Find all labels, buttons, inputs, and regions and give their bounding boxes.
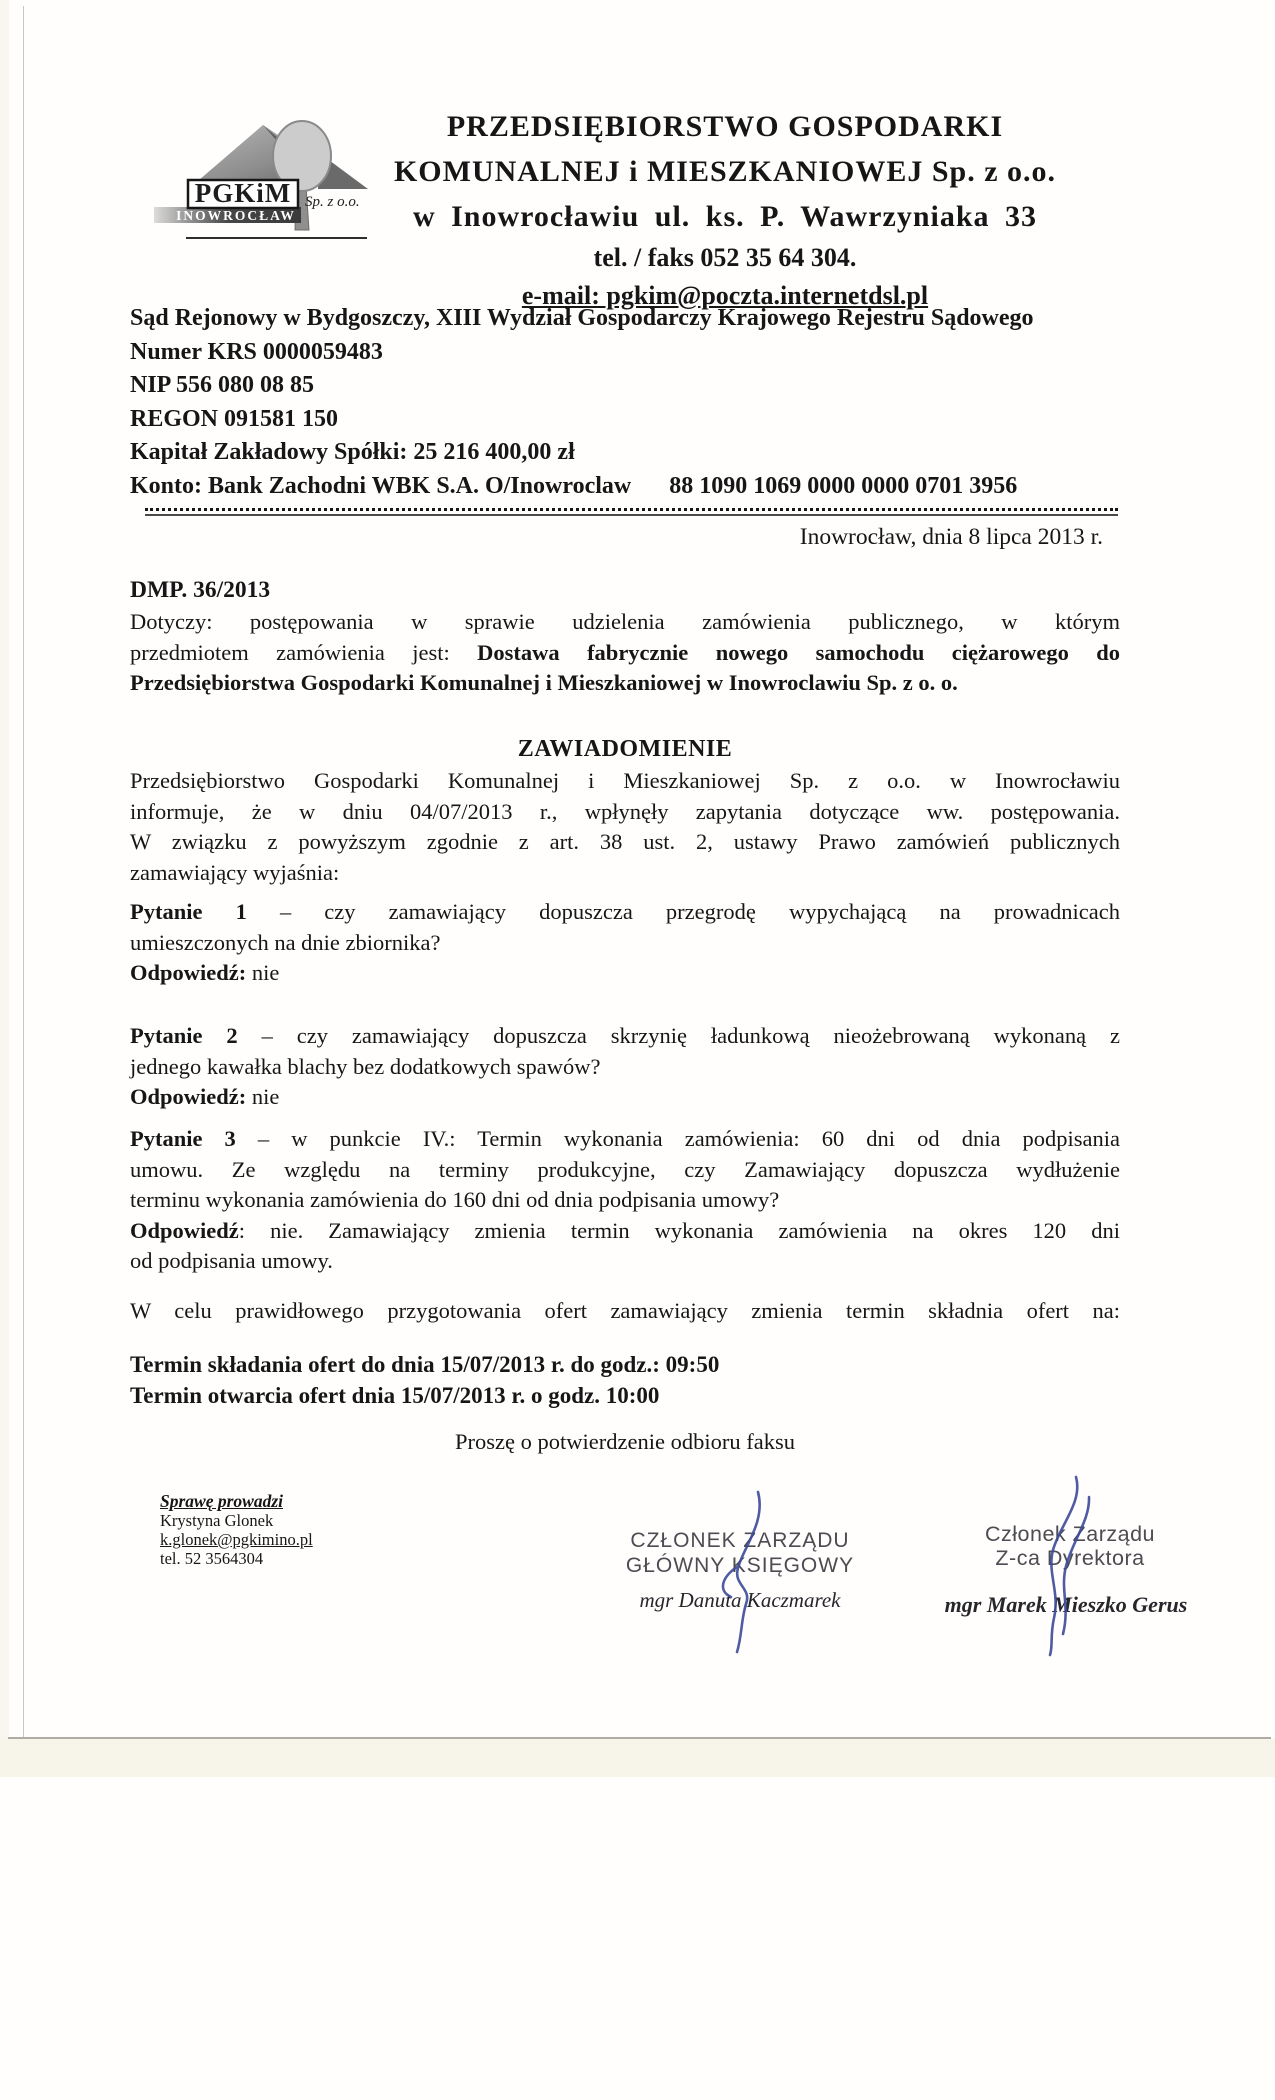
answer-3-label: Odpowiedź	[130, 1217, 239, 1243]
fax-confirmation-note: Proszę o potwierdzenie odbioru faksu	[455, 1429, 795, 1454]
bank-account-number: 88 1090 1069 0000 0000 0701 3956	[669, 472, 1018, 499]
notice-line2: informuje, że w dniu 04/07/2013 r., wpłynęły zapytania dotyczące ww. postępowania.	[130, 798, 1120, 824]
subject-paragraph	[130, 607, 1120, 699]
case-handler-name: Krystyna Glonek	[160, 1511, 274, 1530]
question-2-label: Pytanie 2	[130, 1023, 238, 1048]
company-phone: tel. / faks 052 35 64 304.	[593, 243, 857, 272]
scan-edge-line-vertical	[23, 6, 24, 1737]
notice-line4: zamawiający wyjaśnia:	[130, 859, 340, 885]
subject-line3-bold: Przedsiębiorstwa Gospodarki Komunalnej i Mieszkaniowej w Inowroclawiu Sp. z o. o.	[130, 670, 958, 695]
subject-line2-normal: przedmiotem zamówienia jest:	[130, 639, 478, 665]
letterhead	[310, 104, 1140, 315]
company-name-line2: KOMUNALNEJ i MIESZKANIOWEJ Sp. z o.o.	[393, 155, 1057, 188]
scan-bottom-band	[0, 1739, 1275, 1777]
capital-line: Kapitał Zakładowy Spółki: 25 216 400,00 zł	[130, 439, 575, 465]
notice-line1: Przedsiębiorstwo Gospodarki Komunalnej i Mieszkaniowej Sp. z o.o. w Inowrocławiu	[130, 768, 1120, 793]
question-3-text1: – w punkcie IV.: Termin wykonania zamówienia: 60 dni od dnia podpisania	[235, 1126, 1120, 1151]
question-3-line1	[130, 1124, 1120, 1155]
stamp-deputy-director-line1: Członek Zarządu	[984, 1522, 1156, 1546]
answer-1-text: nie	[246, 960, 280, 985]
bank-account-line	[130, 470, 1140, 504]
case-handler-block	[160, 1492, 313, 1568]
case-handler-email: k.glonek@pgkimino.pl	[160, 1530, 313, 1549]
logo-city-text: INOWROCŁAW	[176, 208, 296, 223]
question-2-line2: jednego kawałka blachy bez dodatkowych spawów?	[130, 1053, 601, 1079]
company-email: e-mail: pgkim@poczta.internetdsl.pl	[521, 281, 929, 310]
deadline-intro-block	[130, 1296, 1120, 1327]
question-1-line1	[130, 897, 1120, 928]
case-handler-phone: tel. 52 3564304	[160, 1549, 264, 1568]
bank-account-label: Konto: Bank Zachodni WBK S.A. O/Inowroclaw	[130, 472, 632, 499]
subject-line3	[130, 668, 1120, 699]
reference-number: DMP. 36/2013	[130, 577, 271, 603]
company-name-line1: PRZEDSIĘBIORSTWO GOSPODARKI	[446, 110, 1004, 143]
subject-line2-bold: Dostawa fabrycznie nowego samochodu ciężarowego do	[477, 639, 1121, 665]
question-1-label: Pytanie 1	[130, 899, 247, 924]
logo-acronym-text: PGKiM	[194, 178, 292, 208]
question-1-text: – czy zamawiający dopuszcza przegrodę wypychającą na prowadnicach	[246, 899, 1120, 924]
question-3-line2: umowu. Ze względu na terminy produkcyjne, czy Zamawiający dopuszcza wydłużenie	[130, 1156, 1120, 1182]
question-3-answer-line2: od podpisania umowy.	[130, 1248, 333, 1273]
question-3-answer-line1	[130, 1216, 1120, 1247]
regon-line: REGON 091581 150	[130, 405, 339, 432]
notice-line3: W związku z powyższym zgodnie z art. 38 ust. 2, ustawy Prawo zamówień publicznych	[130, 829, 1120, 854]
nip-line: NIP 556 080 08 85	[130, 372, 315, 398]
question-2-line1	[130, 1021, 1120, 1052]
question-1-answer	[130, 958, 1120, 989]
subject-line2	[130, 638, 1120, 669]
question-2-block	[130, 1021, 1120, 1113]
answer-1-label: Odpowiedź:	[130, 960, 247, 985]
deadline-opening: Termin otwarcia ofert dnia 15/07/2013 r. o godz. 10:00	[130, 1383, 660, 1408]
stamp-deputy-director	[948, 1522, 1192, 1570]
registry-court-line: Sąd Rejonowy w Bydgoszczy, XIII Wydział Gospodarczy Krajowego Rejestru Sądowego	[130, 305, 1034, 331]
question-2-text: – czy zamawiający dopuszcza skrzynię ładunkową nieożebrowaną wykonaną z	[237, 1023, 1120, 1048]
answer-2-label: Odpowiedź:	[130, 1084, 247, 1109]
stamp-chief-accountant-line1: CZŁONEK ZARZĄDU	[630, 1529, 850, 1552]
stamp-deputy-director-line2: Z-ca Dyrektora	[995, 1546, 1145, 1570]
notice-paragraph	[130, 766, 1120, 888]
stamp-chief-accountant-name: mgr Danuta Kaczmarek	[639, 1588, 841, 1612]
registry-info-block	[130, 302, 1140, 503]
logo-suffix-text: Sp. z o.o.	[305, 194, 360, 210]
scan-left-margin	[0, 0, 9, 1776]
answer-2-text: nie	[246, 1084, 280, 1109]
krs-line: Numer KRS 0000059483	[130, 338, 383, 365]
deadline-submission: Termin składania ofert do dnia 15/07/2013 r. do godz.: 09:50	[130, 1352, 720, 1377]
question-3-line3: terminu wykonania zamówienia do 160 dni od dnia podpisania umowy?	[130, 1187, 780, 1212]
stamp-deputy-director-name: mgr Marek Mieszko Gerus	[944, 1592, 1188, 1617]
question-2-answer	[130, 1082, 1120, 1113]
question-1-line2: umieszczonych na dnie zbiornika?	[130, 929, 441, 955]
question-3-block	[130, 1124, 1120, 1277]
question-1-block	[130, 897, 1120, 989]
case-handler-heading: Sprawę prowadzi	[160, 1491, 284, 1511]
answer-3-text1: : nie. Zamawiający zmienia termin wykonania zamówienia na okres 120 dni	[238, 1217, 1120, 1243]
dotted-separator	[145, 508, 1118, 516]
deadline-intro: W celu prawidłowego przygotowania ofert zamawiający zmienia termin składnia ofert na:	[130, 1298, 1120, 1323]
deadline-block	[130, 1349, 1120, 1411]
question-3-label: Pytanie 3	[130, 1126, 236, 1151]
date-line: Inowrocław, dnia 8 lipca 2013 r.	[799, 524, 1103, 550]
notice-title: ZAWIADOMIENIE	[517, 736, 733, 762]
company-address: w Inowrocławiu ul. ks. P. Wawrzyniaka 33	[412, 200, 1038, 233]
stamp-chief-accountant	[618, 1528, 862, 1578]
subject-line1: Dotyczy: postępowania w sprawie udzielenia zamówienia publicznego, w którym	[130, 609, 1120, 634]
stamp-chief-accountant-line2: GŁÓWNY KSIĘGOWY	[625, 1554, 855, 1577]
